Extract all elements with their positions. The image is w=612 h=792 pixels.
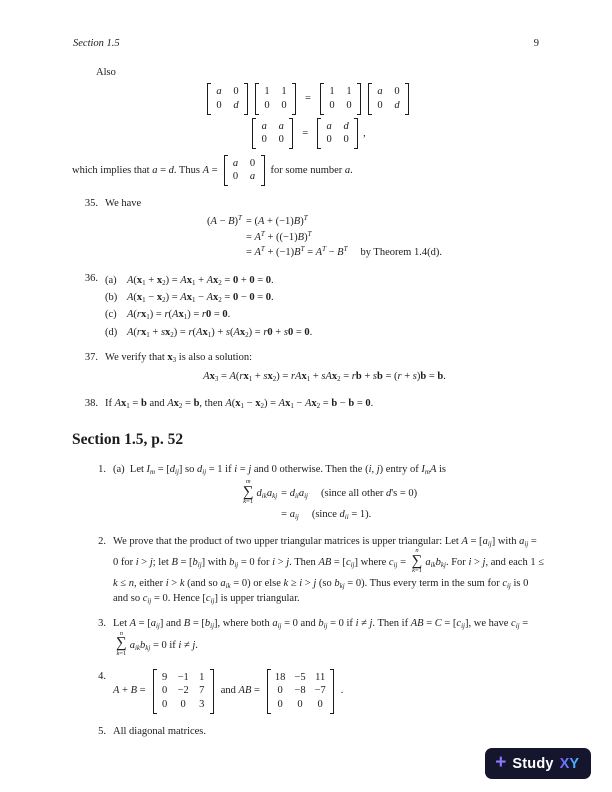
display-equation: $Ax_3 = A(rx_1 + sx_2) = rAx_1 + sAx_2$ = rb + sb = (r + s)b = b. bbox=[203, 371, 446, 384]
matrix-cells bbox=[271, 669, 330, 714]
item-body: We prove that the product of two upper triangular matrices is upper triangular: Let $A = [a_{ij}]$ with $a_{ij} = 0$ for i > j; let $B = [b_{ij}]$ with $b_{ij} = 0$ for i > j. Then AB = $[c_{ij}]$ where $c_{ij}$ = n ∑ k=1 $a_{ik}b_{kj}$. For i > j, and each 1 ≤ k ≤ n, either i > k (and so $a_{ik} = 0$) or else k ≥ i > j (so $b_{kj} = 0$). Thus every term in the sum for $c_{ij}$ is 0 and so $c_{ij} = 0$. Hence $[c_{ij}]$ is upper triangular. bbox=[113, 535, 544, 606]
subitem-text: $A(x_1 - x_2) = Ax_1 - Ax_2 = 0 - 0 = 0$. bbox=[127, 292, 274, 305]
equation-lhs: $(A - B)^T$ bbox=[207, 214, 242, 228]
exercise-item-3 bbox=[72, 616, 544, 658]
item-number: 37. bbox=[84, 351, 98, 363]
matrix-cell: a bbox=[261, 120, 267, 132]
matrix-equation-line bbox=[113, 669, 544, 714]
subitem-tag: (c) bbox=[105, 309, 117, 321]
matrix-cell: a bbox=[278, 120, 284, 132]
equation-lhs bbox=[207, 230, 242, 245]
equation-rhs: = $d_{ii}a_{ij}$ (since all other d's = 0) bbox=[281, 488, 418, 501]
item-lead: We have bbox=[105, 198, 142, 210]
matrix bbox=[224, 155, 265, 186]
matrix-cell: 0 bbox=[233, 86, 239, 98]
matrix-cell: 0 bbox=[377, 99, 383, 111]
matrix-cell: −1 bbox=[177, 671, 189, 683]
matrix-cell: 0 bbox=[346, 99, 352, 111]
equation-row bbox=[207, 230, 442, 245]
matrix-cell: 7 bbox=[199, 685, 205, 697]
equation-row bbox=[207, 214, 442, 229]
display-equation-2 bbox=[72, 118, 544, 149]
period: . bbox=[340, 685, 344, 697]
text-run: which implies that a = d. Thus A = bbox=[72, 164, 218, 176]
solution-item-35 bbox=[72, 196, 544, 261]
item-body: Let $A = [a_{ij}]$ and $B = [b_{ij}]$, where both $a_{ij} = 0$ and $b_{ij} = 0$ if i ≠ j. Then if AB = $C = [c_{ij}]$, we have $c_{ij}$ = n ∑ k=1 $a_{ik}b_{kj} = 0$ if i ≠ j. bbox=[113, 618, 529, 657]
matrix-cell: 1 bbox=[346, 86, 352, 98]
equals-sign: = bbox=[302, 127, 309, 139]
exercise-item-5 bbox=[72, 724, 544, 739]
item-number: 1. bbox=[98, 463, 106, 475]
subitem-tag: (d) bbox=[105, 326, 118, 338]
matrix-bracket-right bbox=[292, 83, 296, 114]
aligned-equations bbox=[207, 214, 442, 260]
paragraph-also: Also bbox=[96, 67, 116, 78]
equation-rhs: = $A^T + (-1)B^T = A^T - B^T$ by Theorem 1.4(d). bbox=[245, 244, 442, 258]
matrix-cell: 0 bbox=[261, 134, 267, 146]
equation-rhs: = $a_{ij}$ (since $d_{ii} = 1$). bbox=[281, 509, 372, 522]
matrix-bracket-right bbox=[244, 83, 248, 114]
matrix-cell: −2 bbox=[177, 685, 189, 697]
text-run: for some number a. bbox=[270, 164, 353, 176]
matrix-cell: 0 bbox=[277, 685, 283, 697]
matrix-cell: 18 bbox=[274, 671, 286, 683]
matrix-cell: a bbox=[377, 86, 383, 98]
item-body: If $Ax_1 = b$ and $Ax_2 = b$, then $A(x_1 - x_2) = Ax_1 - Ax_2 = b - b = 0$. bbox=[105, 398, 374, 411]
studyxy-logo[interactable] bbox=[485, 748, 591, 779]
text-run: A + B = bbox=[113, 685, 146, 697]
matrix-cell: 0 bbox=[216, 99, 222, 111]
item-number: 4. bbox=[98, 670, 106, 682]
item-number: 5. bbox=[98, 725, 106, 737]
matrix-cell: 0 bbox=[329, 99, 335, 111]
matrix-cell: 0 bbox=[278, 134, 284, 146]
matrix-cell: 3 bbox=[199, 698, 205, 710]
page-number: 9 bbox=[533, 38, 539, 49]
matrix-cell: 11 bbox=[315, 671, 326, 683]
equation-lhs bbox=[240, 507, 277, 522]
equation-row bbox=[240, 480, 417, 507]
equals-sign: = bbox=[305, 93, 311, 105]
item-body: All diagonal matrices. bbox=[113, 725, 207, 737]
plus-icon: + bbox=[495, 752, 507, 773]
subitem-text: $A(x_1 + x_2) = Ax_1 + Ax_2 = 0 + 0 = 0$. bbox=[127, 274, 274, 287]
matrix bbox=[207, 83, 248, 114]
matrix bbox=[267, 669, 334, 714]
item-body bbox=[98, 271, 544, 340]
matrix-cell: a bbox=[232, 157, 239, 169]
equation-rhs: = $A^T + ((-1)B)^T$ bbox=[245, 229, 312, 243]
subitem-tag: (a) bbox=[105, 274, 117, 286]
paragraph-implies bbox=[72, 155, 544, 186]
display-equation-1 bbox=[72, 83, 544, 114]
page-content bbox=[0, 49, 612, 739]
matrix-cell: d bbox=[343, 120, 349, 132]
matrix-cell: 0 bbox=[180, 698, 186, 710]
comma: , bbox=[363, 127, 366, 139]
matrix-cells bbox=[228, 155, 261, 186]
subitem-d bbox=[105, 325, 544, 340]
subitem-a bbox=[105, 273, 544, 288]
matrix bbox=[368, 83, 409, 114]
item-body bbox=[106, 669, 544, 714]
matrix-bracket-right bbox=[354, 118, 358, 149]
matrix-cell: 0 bbox=[277, 698, 283, 710]
matrix bbox=[317, 118, 358, 149]
matrix-bracket-right bbox=[289, 118, 293, 149]
solution-item-36 bbox=[72, 271, 544, 340]
item-body bbox=[98, 350, 544, 386]
logo-text-xy: XY bbox=[559, 755, 579, 772]
solution-item-38 bbox=[72, 396, 544, 411]
matrix-cell: 1 bbox=[281, 86, 287, 98]
subitem-tag: (b) bbox=[105, 292, 118, 304]
item-lead: (a) Let $I_m = [d_{ij}]$ so $d_{ij} = 1$ if i = j and 0 otherwise. Then the (i, j) entry of $I_mA$ is bbox=[113, 463, 446, 476]
equation-rhs: = $(A + (-1)B)^T$ bbox=[245, 214, 308, 228]
exercise-item-1 bbox=[72, 462, 544, 524]
matrix-cells bbox=[321, 118, 354, 149]
matrix-cell: 1 bbox=[199, 671, 205, 683]
matrix-cell: a bbox=[326, 120, 332, 132]
matrix-bracket-right bbox=[357, 83, 361, 114]
subitem-c bbox=[105, 307, 544, 322]
matrix-cells bbox=[157, 669, 210, 714]
matrix bbox=[252, 118, 293, 149]
matrix-cell: 0 bbox=[161, 685, 168, 697]
matrix-cell: 0 bbox=[343, 134, 349, 146]
matrix-bracket-right bbox=[261, 155, 265, 186]
subitem-text: $A(rx_1) = r(Ax_1) = r0 = 0$. bbox=[127, 309, 231, 322]
item-number: 38. bbox=[84, 398, 98, 410]
aligned-equations bbox=[240, 480, 417, 522]
matrix-cell: −5 bbox=[294, 671, 306, 683]
item-number: 36. bbox=[84, 272, 98, 284]
matrix-cells bbox=[372, 83, 405, 114]
item-number: 35. bbox=[84, 198, 98, 210]
equation-lhs: m ∑ k=1 $d_{ik}a_{kj}$ bbox=[242, 478, 278, 506]
subitem-text: $A(rx_1 + sx_2) = r(Ax_1) + s(Ax_2) = r0 + s0 = 0$. bbox=[127, 326, 313, 339]
matrix-bracket-right bbox=[210, 669, 214, 714]
matrix-cell: −8 bbox=[294, 685, 306, 697]
equation-row bbox=[207, 245, 442, 260]
item-lead: We verify that $x_3$ is also a solution: bbox=[105, 351, 253, 364]
equation-lhs bbox=[207, 245, 242, 260]
page-header bbox=[0, 0, 612, 49]
text-run: and AB = bbox=[220, 685, 260, 697]
running-head: Section 1.5 bbox=[73, 38, 120, 49]
matrix-cell: −7 bbox=[314, 685, 326, 697]
item-body bbox=[106, 462, 544, 524]
item-number: 2. bbox=[98, 535, 106, 547]
matrix-cell: 0 bbox=[297, 698, 303, 710]
matrix bbox=[320, 83, 361, 114]
matrix-cell: 0 bbox=[232, 171, 239, 183]
subitem-b bbox=[105, 290, 544, 305]
matrix bbox=[255, 83, 296, 114]
matrix-cell: 0 bbox=[161, 698, 168, 710]
matrix-cell: a bbox=[216, 86, 222, 98]
matrix-cell: 0 bbox=[281, 99, 287, 111]
solution-item-37 bbox=[72, 350, 544, 386]
matrix-bracket-right bbox=[330, 669, 334, 714]
matrix-cell: 0 bbox=[249, 157, 256, 169]
exercise-item-4 bbox=[72, 669, 544, 714]
section-heading: Section 1.5, p. 52 bbox=[72, 431, 184, 449]
matrix-cell: 9 bbox=[161, 671, 168, 683]
matrix-cell: 0 bbox=[326, 134, 332, 146]
matrix-cell: 0 bbox=[264, 99, 270, 111]
matrix-cells bbox=[259, 83, 292, 114]
matrix-cells bbox=[211, 83, 244, 114]
matrix-cells bbox=[256, 118, 289, 149]
matrix-cell: 1 bbox=[264, 86, 270, 98]
logo-text-study: Study bbox=[512, 755, 554, 772]
matrix-cell: a bbox=[249, 171, 256, 183]
equation-row bbox=[240, 507, 417, 522]
item-number: 3. bbox=[98, 618, 106, 630]
item-body bbox=[98, 196, 544, 261]
matrix-cell: 1 bbox=[329, 86, 335, 98]
matrix-cell: 0 bbox=[394, 86, 400, 98]
exercise-item-2 bbox=[72, 534, 544, 607]
matrix-bracket-right bbox=[405, 83, 409, 114]
matrix-cell: d bbox=[394, 99, 400, 111]
matrix bbox=[153, 669, 214, 714]
matrix-cell: 0 bbox=[317, 698, 323, 710]
matrix-cells bbox=[324, 83, 357, 114]
matrix-cell: d bbox=[233, 99, 239, 111]
